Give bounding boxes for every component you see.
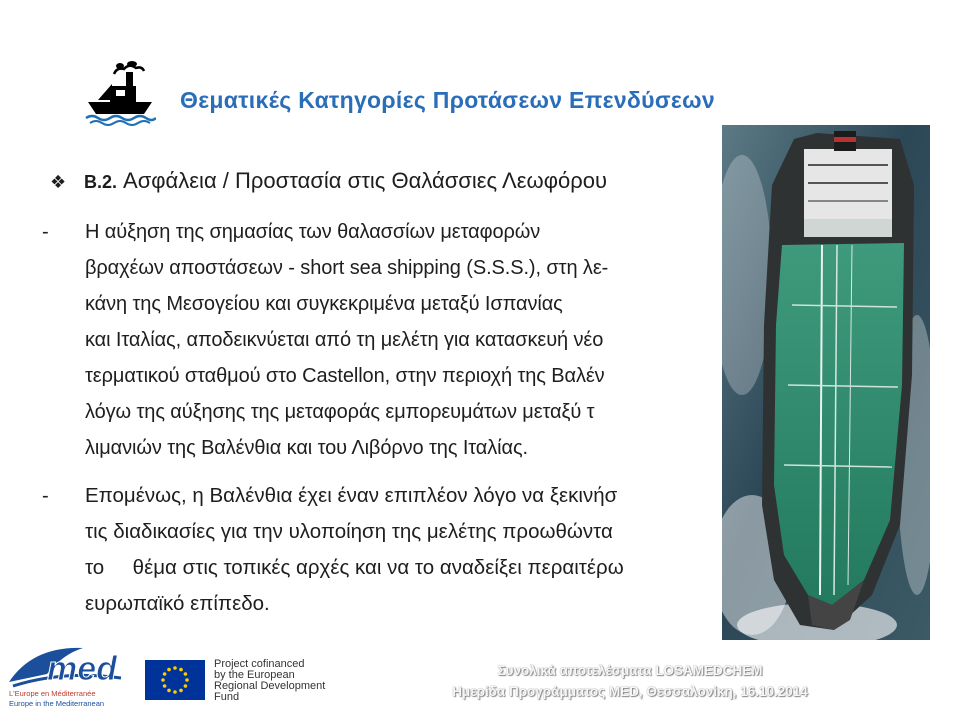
text-line: κάνη της Μεσογείου και συγκεκριμένα μεταξύ Ισπανίας — [85, 293, 563, 315]
factory-ship-icon — [84, 60, 156, 126]
paragraph — [0, 478, 760, 622]
cofinance-line: by the European — [214, 669, 295, 681]
paragraph — [0, 214, 760, 466]
cofinance-line: Project cofinanced — [214, 658, 305, 670]
text-line: Επομένως, η Βαλένθια έχει έναν επιπλέον λόγο να ξεκινήσ — [85, 484, 618, 507]
text-line: τερματικού σταθμού στο Castellon, στην περιοχή της Βαλέν — [85, 365, 605, 387]
text-line: ευρωπαϊκό επίπεδο. — [85, 592, 270, 615]
text-line: Η αύξηση της σημασίας των θαλασσίων μεταφορών — [85, 221, 541, 243]
text-line: και Ιταλίας, αποδεικνύεται από τη μελέτη για κατασκευή νέο — [85, 329, 604, 351]
section-title: Ασφάλεια / Προστασία στις Θαλάσσιες Λεωφόρου — [123, 168, 608, 193]
tanker-ship-photo — [722, 125, 930, 640]
text-line: λιμανιών της Βαλένθια και του Λιβόρνο της Ιταλίας. — [85, 437, 528, 459]
bullet-marker: ❖ — [50, 172, 67, 193]
dash-marker: - — [42, 485, 49, 507]
section-heading — [50, 166, 607, 196]
med-tagline-fr: L'Europe en Méditerranée — [9, 689, 96, 698]
dash-marker: - — [42, 221, 49, 243]
text-line: λόγω της αύξησης της μεταφοράς εμπορευμάτων μεταξύ τ — [85, 401, 595, 423]
section-code: B.2. — [84, 172, 118, 192]
cofinance-line: Fund — [214, 691, 240, 703]
eu-flag-icon — [145, 660, 205, 700]
cofinance-note — [214, 659, 325, 703]
text-line: βραχέων αποστάσεων - short sea shipping (S.S.S.), στη λε- — [85, 257, 609, 279]
text-line: το θέμα στις τοπικές αρχές και να το αναδείξει περαιτέρω — [85, 556, 624, 579]
slide-title: Θεματικές Κατηγορίες Προτάσεων Επενδύσεων — [180, 87, 715, 113]
event-footer — [420, 660, 840, 702]
cofinance-line: Regional Development — [214, 680, 326, 692]
med-wordmark: med — [47, 650, 117, 688]
event-title: Συνολικά αποτελέσματα LOSAMEDCHEM — [497, 663, 763, 678]
med-tagline-en: Europe in the Mediterranean — [9, 699, 105, 708]
event-details: Ημερίδα Προγράμματος MED, Θεσσαλονίκη, 16.10.2014 — [452, 684, 808, 699]
med-programme-logo — [3, 640, 139, 710]
text-line: τις διαδικασίες για την υλοποίηση της μελέτης προωθώντα — [85, 520, 613, 543]
